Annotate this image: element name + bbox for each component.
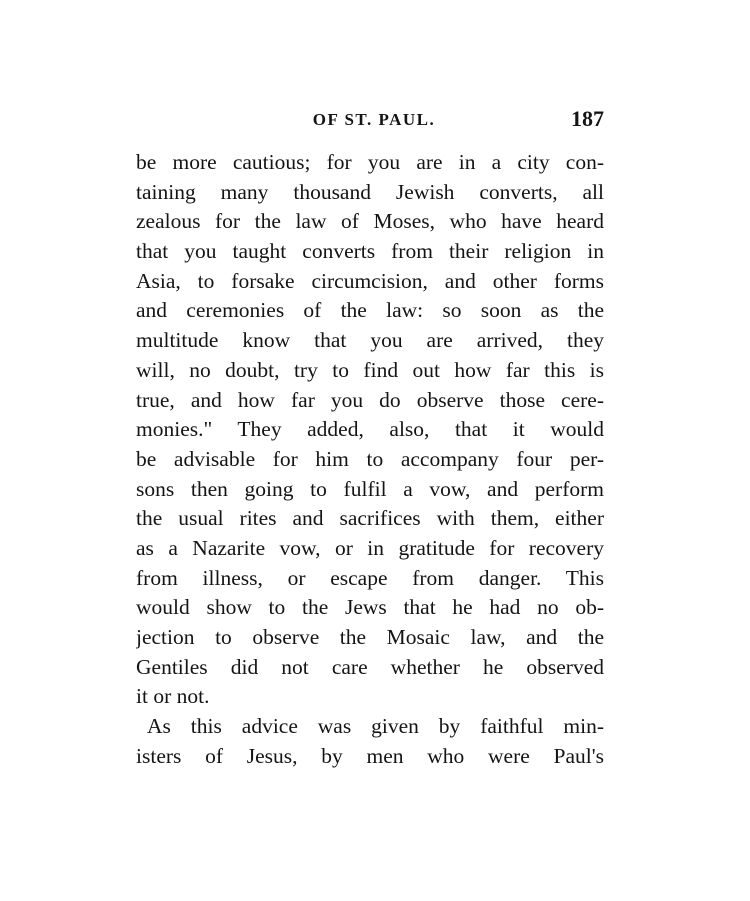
text-line: zealous for the law of Moses, who have heard: [136, 209, 604, 234]
body-text: [136, 148, 604, 771]
text-line: Asia, to forsake circumcision, and other forms: [136, 268, 604, 293]
text-line: that you taught converts from their religion in: [136, 239, 604, 264]
text-line: sons then going to fulfil a vow, and perform: [136, 476, 604, 501]
text-line: as a Nazarite vow, or in gratitude for recovery: [136, 535, 604, 560]
text-line: multitude know that you are arrived, they: [136, 328, 604, 353]
text-line: isters of Jesus, by men who were Paul's: [136, 743, 604, 768]
paragraph-start-line: As this advice was given by faithful min-: [147, 714, 604, 739]
paragraph-end-line: it or not.: [136, 684, 210, 709]
running-head: [136, 106, 604, 136]
text-line: Gentiles did not care whether he observed: [136, 654, 604, 679]
running-title: OF ST. PAUL.: [312, 110, 436, 129]
text-line: from illness, or escape from danger. This: [136, 565, 604, 590]
text-line: would show to the Jews that he had no ob-: [136, 595, 604, 620]
page-number: 187: [571, 106, 604, 131]
text-line: true, and how far you do observe those cere-: [136, 387, 604, 412]
text-line: will, no doubt, try to find out how far this is: [136, 357, 604, 382]
text-line: and ceremonies of the law: so soon as the: [136, 298, 604, 323]
text-line: the usual rites and sacrifices with them, either: [136, 506, 604, 531]
text-line: jection to observe the Mosaic law, and the: [136, 625, 604, 649]
text-line: taining many thousand Jewish converts, all: [136, 179, 604, 204]
text-line: be advisable for him to accompany four per-: [136, 446, 604, 471]
text-line: be more cautious; for you are in a city con-: [136, 150, 604, 174]
text-line: monies." They added, also, that it would: [136, 417, 604, 442]
